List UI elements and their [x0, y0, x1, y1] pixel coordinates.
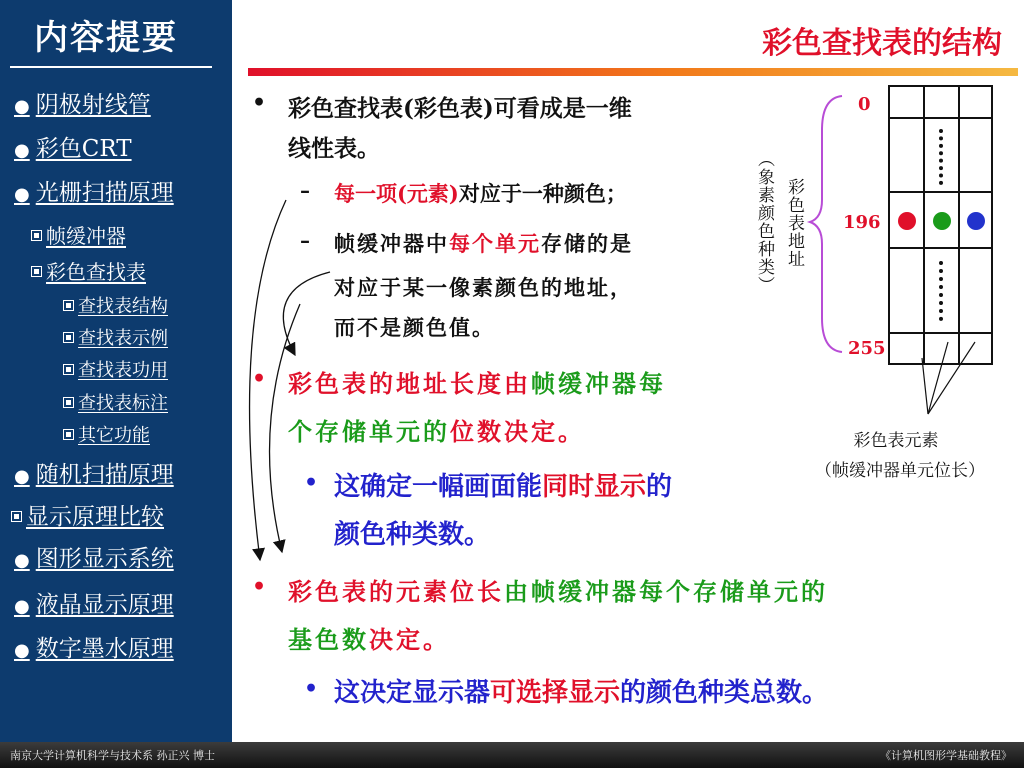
- index-mid-label: 196: [843, 212, 881, 233]
- dash-bullet: –: [300, 178, 310, 202]
- color-kinds-label: （象素颜色种类）: [754, 150, 774, 294]
- bullet2-line2: 个存储单元的位数决定。: [288, 417, 585, 446]
- nav-item-graphics-system[interactable]: ● 图形显示系统: [14, 546, 174, 572]
- nav-dot-icon: ●: [14, 184, 30, 205]
- bullet-dot: •: [252, 574, 267, 600]
- sub1-line: 每一项(元素)对应于一种颜色；: [334, 181, 627, 206]
- slide-title: 彩色查找表的结构: [762, 26, 1002, 61]
- figure-caption-2: （帧缓冲器单元位长）: [815, 461, 985, 481]
- green-dot-icon: [933, 212, 951, 230]
- footer-book: 《计算机图形学基础教程》: [880, 749, 1012, 762]
- square-bullet-icon: [64, 430, 73, 439]
- address-axis-label: 彩色表地址: [784, 178, 804, 268]
- bullet-dot: •: [252, 90, 267, 116]
- sidebar: [0, 0, 232, 742]
- nav-item-random-scan[interactable]: ● 随机扫描原理: [14, 462, 174, 488]
- ellipsis-dots: [939, 129, 943, 185]
- sub2-line2: 对应于某一像素颜色的地址，: [334, 275, 633, 300]
- nav-item-raster-scan[interactable]: ● 光栅扫描原理: [14, 180, 174, 206]
- footer-author: 南京大学计算机科学与技术系 孙正兴 博士: [10, 749, 215, 762]
- nav-item-crt[interactable]: ● 阴极射线管: [14, 92, 151, 118]
- sidebar-title: 内容提要: [34, 18, 178, 58]
- index-start-label: 0: [858, 94, 871, 115]
- nav-item-lut-structure[interactable]: 查找表结构: [64, 292, 168, 318]
- bullet1-line2: 线性表。: [288, 135, 380, 162]
- sub2-line3: 而不是颜色值。: [334, 315, 495, 340]
- footer-bar: [0, 742, 1024, 768]
- grid-hline: [890, 247, 991, 249]
- blue-dot-icon: [967, 212, 985, 230]
- square-bullet-icon: [64, 365, 73, 374]
- arrow-curve-to-bullet2: [283, 272, 330, 355]
- nav-item-color-crt[interactable]: ● 彩色CRT: [14, 136, 132, 162]
- grid-vline: [958, 87, 960, 363]
- nav-item-color-lut[interactable]: 彩色查找表: [32, 256, 146, 285]
- nav-dot-icon: ●: [14, 466, 30, 487]
- bullet-dot: •: [304, 470, 319, 496]
- sidebar-divider: [10, 66, 212, 68]
- square-bullet-icon: [64, 398, 73, 407]
- nav-item-lut-annotation[interactable]: 查找表标注: [64, 389, 168, 415]
- nav-item-lut-example[interactable]: 查找表示例: [64, 324, 168, 350]
- bullet2-line1: 彩色表的地址长度由帧缓冲器每: [288, 369, 666, 398]
- grid-hline: [890, 191, 991, 193]
- nav-item-lut-function[interactable]: 查找表功用: [64, 356, 168, 382]
- address-brace: [810, 96, 842, 352]
- grid-hline: [890, 117, 991, 119]
- grid-hline: [890, 332, 991, 334]
- nav-dot-icon: ●: [14, 550, 30, 571]
- nav-item-other-functions[interactable]: 其它功能: [64, 421, 150, 447]
- ellipsis-dots: [939, 261, 943, 321]
- index-end-label: 255: [848, 338, 886, 359]
- nav-item-lcd[interactable]: ● 液晶显示原理: [14, 592, 174, 618]
- title-gradient-rule: [248, 68, 1018, 76]
- figure-caption-1: 彩色表元素: [853, 431, 939, 451]
- grid-vline: [923, 87, 925, 363]
- nav-dot-icon: ●: [14, 140, 30, 161]
- nav-dot-icon: ●: [14, 640, 30, 661]
- bullet1-line1: 彩色查找表(彩色表)可看成是一维: [288, 95, 632, 122]
- nav-item-e-ink[interactable]: ● 数字墨水原理: [14, 636, 174, 662]
- square-bullet-icon: [64, 301, 73, 310]
- red-dot-icon: [898, 212, 916, 230]
- nav-dot-icon: ●: [14, 596, 30, 617]
- caption-line-1: [922, 358, 928, 414]
- nav-dot-icon: ●: [14, 96, 30, 117]
- square-bullet-icon: [12, 512, 21, 521]
- lookup-table-grid: [888, 85, 993, 365]
- bullet3-line2: 基色数决定。: [288, 625, 450, 654]
- square-bullet-icon: [64, 333, 73, 342]
- sub2-line1: 帧缓冲器中每个单元存储的是: [334, 231, 633, 256]
- sub3-line1: 这确定一幅画面能同时显示的: [334, 472, 673, 502]
- bullet-dot: •: [304, 676, 319, 702]
- dash-bullet: –: [300, 228, 310, 252]
- sub3-line2: 颜色种类数。: [334, 520, 491, 550]
- square-bullet-icon: [32, 231, 41, 240]
- bullet-dot: •: [252, 366, 267, 392]
- bullet3-line1: 彩色表的元素位长由帧缓冲器每个存储单元的: [288, 577, 828, 606]
- nav-item-frame-buffer[interactable]: 帧缓冲器: [32, 220, 126, 249]
- square-bullet-icon: [32, 267, 41, 276]
- sub4-line: 这决定显示器可选择显示的颜色种类总数。: [334, 678, 829, 708]
- nav-item-display-compare[interactable]: 显示原理比较: [12, 498, 164, 531]
